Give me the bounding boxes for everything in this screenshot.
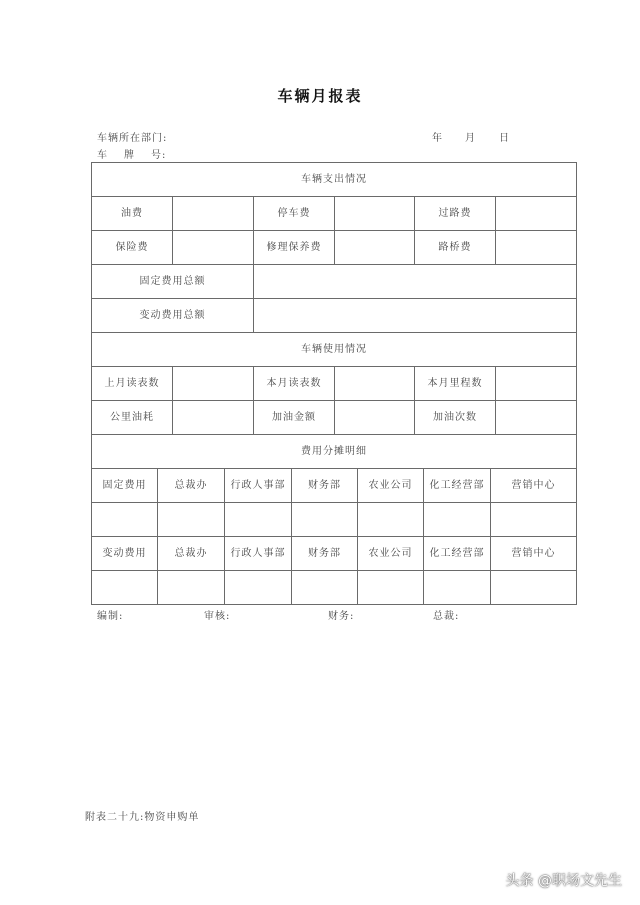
variable-chemical-field[interactable]	[424, 571, 491, 605]
vehicle-report-table	[91, 162, 577, 469]
usage-row	[92, 401, 577, 435]
reviewed-by-label: 审核:	[204, 611, 231, 622]
fixed-president-office-field[interactable]	[158, 503, 225, 537]
fixed-admin-hr-field[interactable]	[225, 503, 292, 537]
toll-fee-field[interactable]	[496, 197, 577, 231]
monthly-mileage-field[interactable]	[496, 367, 577, 401]
dept-header-finance: 财务部	[292, 537, 358, 571]
fixed-finance-field[interactable]	[292, 503, 358, 537]
usage-row	[92, 367, 577, 401]
watermark: 头条 @职场文先生	[505, 873, 622, 889]
allocation-heading-row	[92, 435, 577, 469]
insurance-fee-label: 保险费	[92, 231, 173, 265]
allocation-section-heading: 费用分摊明细	[92, 435, 577, 469]
expense-row	[92, 231, 577, 265]
expense-section-heading: 车辆支出情况	[92, 163, 577, 197]
parking-fee-field[interactable]	[335, 197, 415, 231]
fixed-marketing-field[interactable]	[491, 503, 577, 537]
dept-header-president-office: 总裁办	[158, 537, 225, 571]
dept-header-chemical: 化工经营部	[424, 469, 491, 503]
fixed-cost-blank-cell	[92, 503, 158, 537]
parking-fee-label: 停车费	[254, 197, 335, 231]
this-month-reading-label: 本月读表数	[254, 367, 335, 401]
plate-label-char-1: 车	[97, 150, 108, 161]
allocation-table	[91, 468, 577, 605]
refuel-count-label: 加油次数	[415, 401, 496, 435]
fixed-cost-group-label: 固定费用	[92, 469, 158, 503]
refuel-amount-field[interactable]	[335, 401, 415, 435]
allocation-value-row	[92, 571, 577, 605]
variable-marketing-field[interactable]	[491, 571, 577, 605]
plate-label-char-3: 号:	[151, 150, 167, 161]
fuel-consumption-field[interactable]	[173, 401, 254, 435]
maintenance-fee-field[interactable]	[335, 231, 415, 265]
plate-label-char-2: 牌	[124, 150, 135, 161]
dept-header-agriculture: 农业公司	[358, 469, 424, 503]
date-year-label: 年	[432, 133, 443, 144]
dept-header-marketing: 营销中心	[491, 537, 577, 571]
maintenance-fee-label: 修理保养费	[254, 231, 335, 265]
this-month-reading-field[interactable]	[335, 367, 415, 401]
variable-cost-blank-cell	[92, 571, 158, 605]
department-label: 车辆所在部门:	[97, 133, 168, 144]
appendix-caption: 附表二十九:物资申购单	[85, 812, 200, 823]
finance-signoff-label: 财务:	[328, 611, 355, 622]
president-signoff-label: 总裁:	[433, 611, 460, 622]
variable-agriculture-field[interactable]	[358, 571, 424, 605]
fuel-cost-field[interactable]	[173, 197, 254, 231]
last-month-reading-field[interactable]	[173, 367, 254, 401]
insurance-fee-field[interactable]	[173, 231, 254, 265]
refuel-count-field[interactable]	[496, 401, 577, 435]
prepared-by-label: 编制:	[97, 611, 124, 622]
bridge-toll-label: 路桥费	[415, 231, 496, 265]
allocation-value-row	[92, 503, 577, 537]
usage-section-heading: 车辆使用情况	[92, 333, 577, 367]
variable-cost-group-label: 变动费用	[92, 537, 158, 571]
dept-header-chemical: 化工经营部	[424, 537, 491, 571]
dept-header-admin-hr: 行政人事部	[225, 537, 292, 571]
page-title: 车辆月报表	[277, 87, 363, 105]
allocation-header-row	[92, 469, 577, 503]
dept-header-president-office: 总裁办	[158, 469, 225, 503]
last-month-reading-label: 上月读表数	[92, 367, 173, 401]
total-row	[92, 299, 577, 333]
variable-cost-total-label: 变动费用总额	[92, 299, 254, 333]
usage-heading-row	[92, 333, 577, 367]
fuel-cost-label: 油费	[92, 197, 173, 231]
date-month-label: 月	[465, 133, 476, 144]
refuel-amount-label: 加油金额	[254, 401, 335, 435]
total-row	[92, 265, 577, 299]
dept-header-marketing: 营销中心	[491, 469, 577, 503]
dept-header-finance: 财务部	[292, 469, 358, 503]
variable-president-office-field[interactable]	[158, 571, 225, 605]
fixed-agriculture-field[interactable]	[358, 503, 424, 537]
dept-header-agriculture: 农业公司	[358, 537, 424, 571]
fixed-cost-total-field[interactable]	[254, 265, 577, 299]
allocation-header-row	[92, 537, 577, 571]
variable-cost-total-field[interactable]	[254, 299, 577, 333]
expense-row	[92, 197, 577, 231]
toll-fee-label: 过路费	[415, 197, 496, 231]
monthly-mileage-label: 本月里程数	[415, 367, 496, 401]
fixed-chemical-field[interactable]	[424, 503, 491, 537]
expense-heading-row	[92, 163, 577, 197]
fuel-consumption-label: 公里油耗	[92, 401, 173, 435]
fixed-cost-total-label: 固定费用总额	[92, 265, 254, 299]
dept-header-admin-hr: 行政人事部	[225, 469, 292, 503]
date-day-label: 日	[499, 133, 510, 144]
variable-finance-field[interactable]	[292, 571, 358, 605]
bridge-toll-field[interactable]	[496, 231, 577, 265]
variable-admin-hr-field[interactable]	[225, 571, 292, 605]
